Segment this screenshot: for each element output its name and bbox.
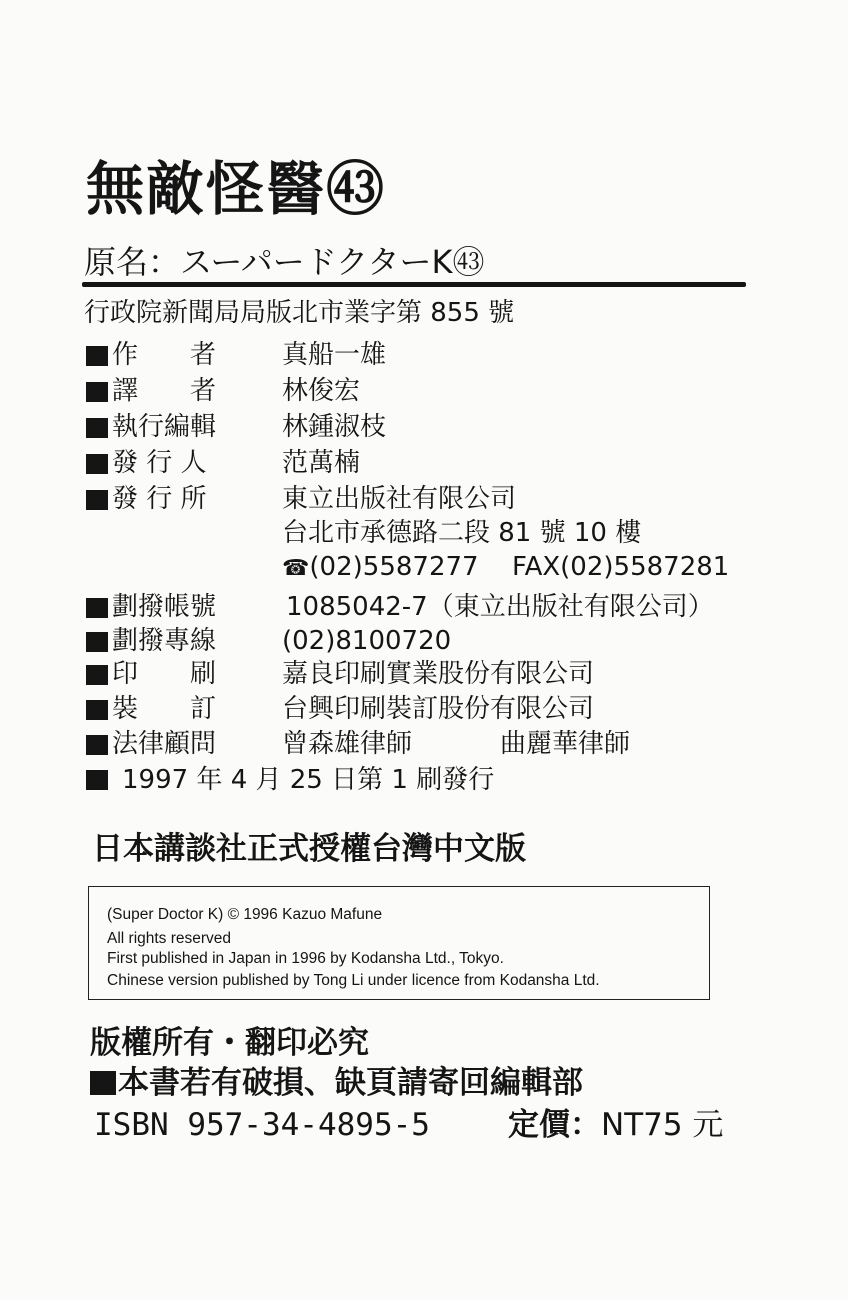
authorization-statement: 日本講談社正式授權台灣中文版 [92, 831, 526, 867]
credit-value: 嘉良印刷實業股份有限公司 [282, 659, 595, 689]
copyright-line: All rights reserved [107, 930, 232, 947]
credit-value: 林鍾淑枝 [282, 412, 387, 442]
square-bullet-icon [86, 735, 108, 755]
credit-label: 劃撥帳號 [112, 592, 217, 622]
square-bullet-icon [90, 1071, 116, 1095]
credit-label: 裝 訂 [112, 694, 217, 724]
credit-label: 法律顧問 [112, 729, 217, 759]
telephone-number: (02)5587277 [309, 552, 479, 582]
square-bullet-icon [86, 665, 108, 685]
copyright-line: (Super Doctor K) © 1996 Kazuo Mafune [107, 906, 383, 923]
square-bullet-icon [86, 598, 108, 618]
damage-notice [90, 1065, 583, 1101]
credit-label: 印 刷 [112, 659, 217, 689]
square-bullet-icon [86, 770, 108, 790]
credit-label: 劃撥專線 [112, 626, 217, 656]
credit-label: 譯 者 [112, 376, 217, 406]
price-label: 定價： [508, 1107, 601, 1143]
telephone [282, 550, 479, 586]
square-bullet-icon [86, 454, 108, 474]
square-bullet-icon [86, 700, 108, 720]
credit-label: 發 行 人 [112, 448, 207, 478]
credit-value: 真船一雄 [282, 340, 387, 370]
publication-date [86, 763, 494, 797]
copyright-line: Chinese version published by Tong Li under licence from Kodansha Ltd. [107, 972, 600, 989]
credit-value: 林俊宏 [282, 376, 361, 406]
square-bullet-icon [86, 418, 108, 438]
original-title: 原名：スーパードクターK㊸ [84, 243, 485, 281]
isbn: ISBN 957-34-4895-5 [94, 1107, 430, 1143]
square-bullet-icon [86, 382, 108, 402]
address: 台北市承德路二段 81 號 10 樓 [282, 518, 642, 548]
credit-value-secondary: 曲麗華律師 [500, 729, 631, 759]
copyright-box [88, 886, 710, 1000]
license-number: 行政院新聞局局版北市業字第 855 號 [84, 298, 515, 328]
publication-date-text: 1997 年 4 月 25 日第 1 刷發行 [122, 765, 495, 795]
credit-value: 范萬楠 [282, 448, 361, 478]
fax-number: FAX(02)5587281 [512, 552, 730, 582]
square-bullet-icon [86, 632, 108, 652]
credit-label: 作 者 [112, 340, 217, 370]
credit-value: 台興印刷裝訂股份有限公司 [282, 694, 595, 724]
credit-label: 發 行 所 [112, 484, 207, 514]
credit-value: (02)8100720 [282, 626, 452, 656]
square-bullet-icon [86, 490, 108, 510]
credit-value: 1085042-7（東立出版社有限公司） [286, 592, 714, 622]
price [508, 1107, 724, 1143]
credit-label: 執行編輯 [112, 412, 217, 442]
rights-notice: 版權所有・翻印必究 [90, 1025, 369, 1061]
damage-notice-text: 本書若有破損、缺頁請寄回編輯部 [118, 1065, 583, 1101]
credit-value: 東立出版社有限公司 [282, 484, 517, 514]
price-value: NT75 元 [601, 1107, 724, 1143]
title-divider [82, 282, 746, 287]
telephone-icon: ☎ [282, 556, 310, 581]
square-bullet-icon [86, 346, 108, 366]
book-title: 無敵怪醫㊸ [86, 155, 387, 223]
copyright-line: First published in Japan in 1996 by Kodansha Ltd., Tokyo. [107, 950, 504, 967]
credit-value: 曾森雄律師 [282, 729, 413, 759]
